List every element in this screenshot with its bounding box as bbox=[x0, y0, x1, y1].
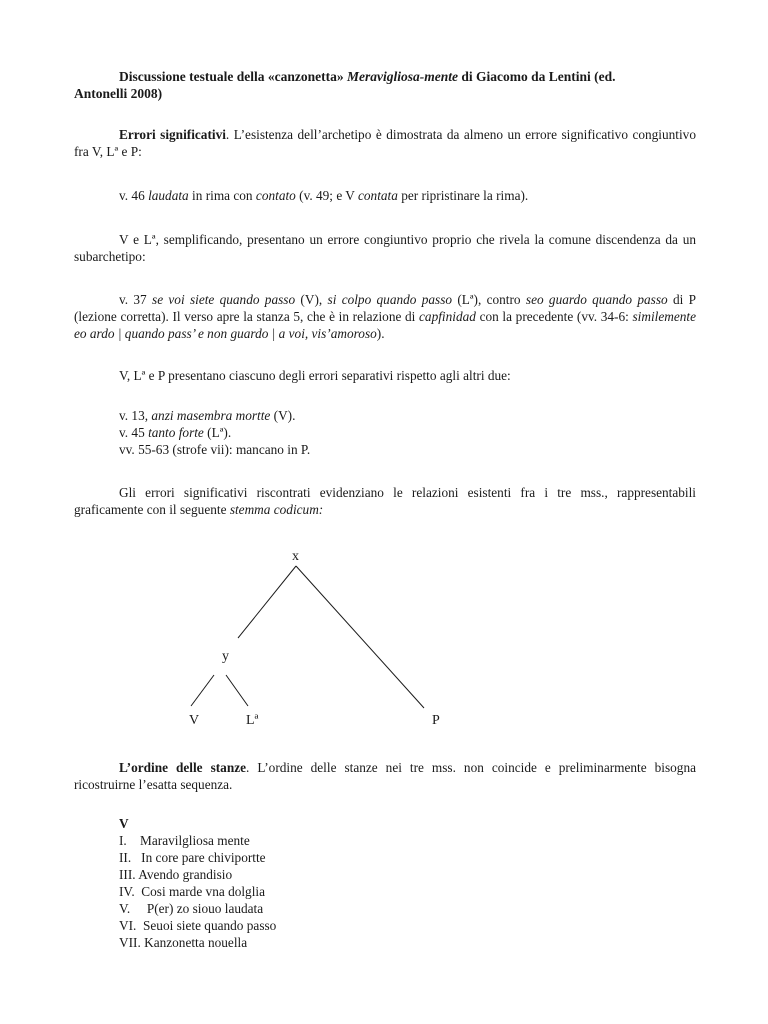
list-item: VII. Kanzonetta nouella bbox=[119, 935, 248, 950]
v46-example: v. 46 laudata in rima con contato (v. 49; e V contata per ripristinare la rima). bbox=[119, 188, 529, 203]
node-v: V bbox=[189, 713, 200, 728]
edge-y-v bbox=[191, 675, 214, 706]
stanze-list-v bbox=[119, 815, 519, 951]
list-item: vv. 55-63 (strofe vii): mancano in P. bbox=[119, 442, 311, 457]
errori-heading: Errori significativi bbox=[119, 127, 226, 142]
list-heading: V bbox=[119, 816, 129, 831]
node-la: Lª bbox=[246, 713, 259, 728]
stemma-intro-paragraph: Gli errori significativi riscontrati evidenziano le relazioni esistenti fra i tre mss., rappresentabili graficamente con il seguente stemma codicum: bbox=[74, 485, 696, 517]
list-item: IV. Cosi marde vna dolglia bbox=[119, 884, 265, 899]
separative-errors-list bbox=[74, 407, 696, 458]
subarchetipo-paragraph: V e Lª, semplificando, presentano un errore congiuntivo proprio che rivela la comune discendenza da un subarchetipo: bbox=[74, 232, 696, 264]
document-title: Discussione testuale della «canzonetta» Meravigliosa-mente di Giacomo da Lentini (ed. Antonelli 2008) bbox=[74, 69, 616, 101]
list-item: v. 45 tanto forte (Lª). bbox=[119, 425, 232, 440]
errori-paragraph: Errori significativi. L’esistenza dell’archetipo è dimostrata da almeno un errore significativo congiuntivo fra V, Lª e P: bbox=[74, 127, 696, 159]
list-item: v. 13, anzi masembra mortte (V). bbox=[119, 408, 296, 423]
node-p: P bbox=[432, 713, 440, 728]
work-title: Meravigliosa-mente bbox=[346, 69, 458, 84]
list-item: I. Maravilgliosa mente bbox=[119, 833, 250, 848]
edge-y-la bbox=[226, 675, 248, 706]
list-item: II. In core pare chiviportte bbox=[119, 850, 266, 865]
v37-example: v. 37 se voi siete quando passo (V), si colpo quando passo (Lª), contro seo guardo quando passo di P (lezione corretta). Il verso apre la stanza 5, che è in relazione di capfinidad con la precedente (vv. 34-6: similemente eo ardo | quando pass’ e non guardo | a voi, vis’amoroso). bbox=[74, 292, 696, 341]
list-item: III. Avendo grandisio bbox=[119, 867, 233, 882]
edge-x-y bbox=[238, 566, 296, 638]
list-item: VI. Seuoi siete quando passo bbox=[119, 918, 277, 933]
ordine-paragraph: L’ordine delle stanze. L’ordine delle stanze nei tre mss. non coincide e preliminarmente bisogna ricostruirne l’esatta sequenza. bbox=[74, 760, 696, 792]
separativi-paragraph: V, Lª e P presentano ciascuno degli errori separativi rispetto agli altri due: bbox=[119, 368, 511, 383]
ordine-heading: L’ordine delle stanze bbox=[119, 760, 247, 775]
node-y: y bbox=[222, 649, 229, 664]
list-item: V. P(er) zo siouo laudata bbox=[119, 901, 264, 916]
node-x: x bbox=[292, 549, 299, 564]
edge-x-p bbox=[296, 566, 424, 708]
